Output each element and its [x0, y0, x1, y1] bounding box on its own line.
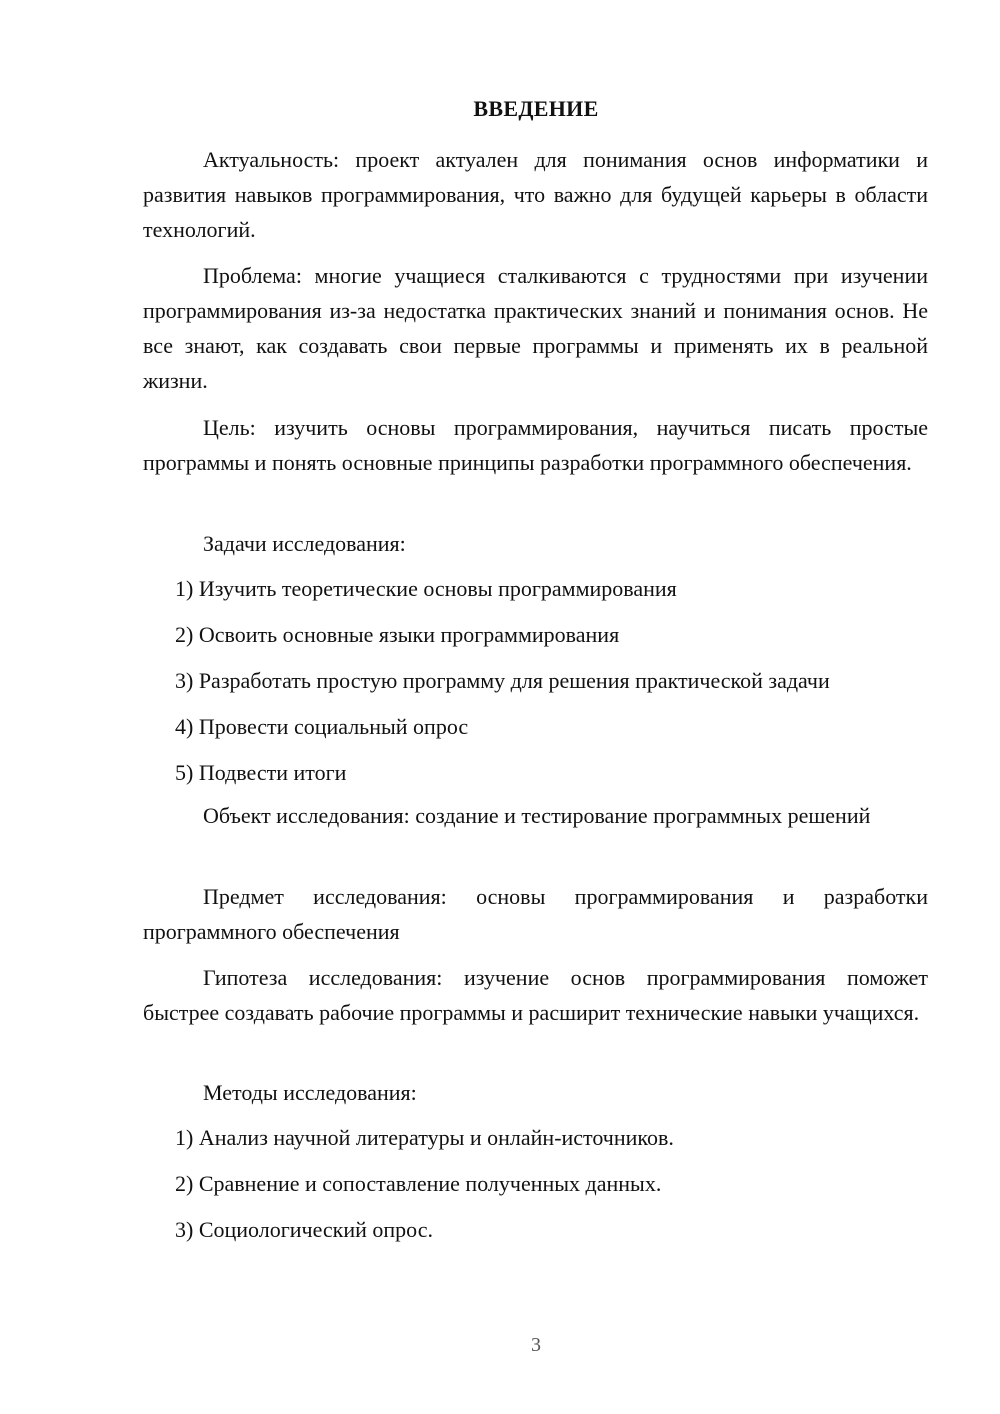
- methods-heading: Методы исследования:: [203, 1080, 417, 1105]
- list-item: 5) Подвести итоги: [175, 760, 347, 785]
- hypothesis-section: [143, 960, 928, 1030]
- subject-paragraph: Предмет исследования: основы программирования и разработки программного обеспечения: [143, 884, 928, 944]
- subject-section: [143, 879, 928, 949]
- page-title: ВВЕДЕНИЕ: [473, 96, 599, 121]
- list-item: 3) Разработать простую программу для решения практической задачи: [175, 668, 830, 693]
- list-item: 4) Провести социальный опрос: [175, 714, 469, 739]
- tasks-list: [143, 571, 928, 790]
- methods-section: [143, 1075, 928, 1110]
- object-paragraph: Объект исследования: создание и тестирование программных решений: [203, 803, 871, 828]
- list-item: 2) Сравнение и сопоставление полученных данных.: [175, 1171, 662, 1196]
- list-item: 1) Анализ научной литературы и онлайн-источников.: [175, 1125, 674, 1150]
- problem-section: [143, 258, 928, 398]
- goal-paragraph: Цель: изучить основы программирования, научиться писать простые программы и понять основные принципы разработки программного обеспечения.: [143, 415, 928, 475]
- methods-list: [143, 1120, 928, 1247]
- hypothesis-paragraph: Гипотеза исследования: изучение основ программирования поможет быстрее создавать рабочие программы и расширит технические навыки учащихся.: [143, 965, 928, 1025]
- list-item: 2) Освоить основные языки программирования: [175, 622, 620, 647]
- list-item: 3) Социологический опрос.: [175, 1217, 433, 1242]
- object-section: [143, 798, 928, 833]
- tasks-section: [143, 526, 928, 561]
- page-number: 3: [531, 1334, 541, 1356]
- tasks-heading: Задачи исследования:: [203, 531, 406, 556]
- list-item: 1) Изучить теоретические основы программирования: [175, 576, 677, 601]
- goal-section: [143, 410, 928, 480]
- problem-paragraph: Проблема: многие учащиеся сталкиваются с трудностями при изучении программирования из-за недостатка практических знаний и понимания основ. Не все знают, как создавать свои первые программы и применять их в реальной жизни.: [143, 263, 928, 393]
- relevance-section: [143, 142, 928, 247]
- relevance-paragraph: Актуальность: проект актуален для понимания основ информатики и развития навыков программирования, что важно для будущей карьеры в области технологий.: [143, 147, 928, 242]
